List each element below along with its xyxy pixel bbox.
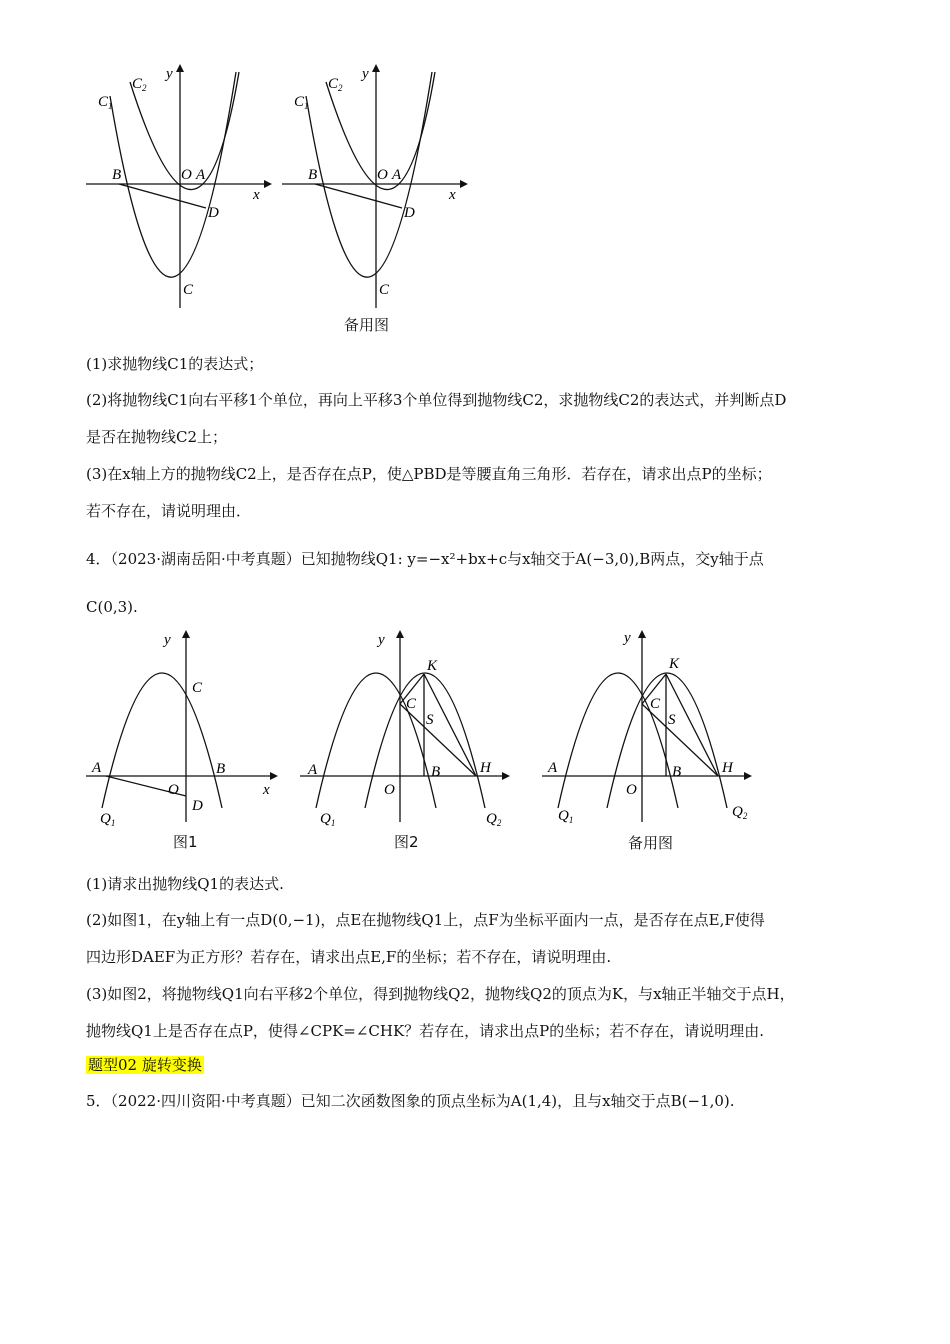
section-title: 题型02 旋转变换 [88,1056,202,1074]
svg-text:y: y [164,632,171,648]
svg-text:B: B [431,764,441,780]
svg-text:C1: $C_1$ [294,94,309,111]
svg-text:B: B [112,167,122,183]
q4-part1: (1)请求出抛物线Q1的表达式. [86,875,284,893]
svg-text:H: H [722,760,733,776]
svg-text:D: D [404,205,415,221]
q3-part1-text: (1)求抛物线C1的表达式； [86,355,264,373]
svg-text:y: y [362,66,369,82]
svg-text:Q1: $Q_1$ [320,811,336,828]
svg-text:y: y [378,632,385,648]
svg-text:Q2: $Q_2$ [732,804,748,821]
svg-text:C: C [650,696,661,712]
svg-text:Q1: $Q_1$ [100,811,116,828]
svg-text:O: O [384,782,395,798]
svg-text:D: D [208,205,219,221]
svg-text:C: C [192,680,203,696]
svg-text:H: H [480,760,491,776]
svg-text:D: D [192,798,203,814]
svg-text:S: S [668,712,676,728]
svg-text:S: S [426,712,434,728]
svg-text:C2: $C_2$ [132,76,147,93]
figure-caption: 图2 [394,833,419,851]
svg-text:O: O [377,167,388,183]
svg-text:y: y [624,630,631,646]
svg-text:y: y [166,66,173,82]
figure-q4-1 [86,626,282,832]
q5-stem: 5．（2022·四川资阳·中考真题）已知二次函数图象的顶点坐标为A(1,4)，且与x轴交于点B(−1,0). [86,1092,735,1110]
svg-text:C1: $C_1$ [98,94,113,111]
q3-part2-line2: 是否在抛物线C2上； [86,428,228,446]
svg-text:A: A [392,167,402,183]
svg-text:O: O [181,167,192,183]
svg-text:C2: $C_2$ [328,76,343,93]
svg-text:C: C [183,282,194,298]
figure-caption: 备用图 [628,834,674,852]
q3-part3-line2: 若不存在，请说明理由． [86,502,252,520]
figure-q3-backup [282,62,472,314]
svg-text:x: x [449,187,456,203]
figure-q4-2 [300,626,514,832]
svg-text:B: B [308,167,318,183]
svg-text:K: K [427,658,438,674]
figure-caption: 图1 [173,833,198,851]
svg-text:C: C [406,696,417,712]
figure-caption: 备用图 [344,316,390,334]
q3-part2-line1: (2)将抛物线C1向右平移1个单位，再向上平移3个单位得到抛物线C2，求抛物线C2的表达式，并判断点D [86,391,787,409]
svg-text:Q2: $Q_2$ [486,811,502,828]
q4-part3-line1: (3)如图2，将抛物线Q1向右平移2个单位，得到抛物线Q2，抛物线Q2的顶点为K，与x轴正半轴交于点H， [86,985,795,1003]
svg-text:x: x [263,782,270,798]
svg-text:A: A [92,760,102,776]
svg-text:A: A [548,760,558,776]
svg-text:B: B [672,764,682,780]
svg-text:x: x [253,187,260,203]
q4-part2-line2: 四边形DAEF为正方形？若存在，请求出点E,F的坐标；若不存在，请说明理由. [86,948,612,966]
q4-part2-line1: (2)如图1，在y轴上有一点D(0,−1)，点E在抛物线Q1上，点F为坐标平面内一点，是否存在点E,F使得 [86,911,765,929]
svg-text:O: O [168,782,179,798]
svg-text:O: O [626,782,637,798]
q3-part3-line1: (3)在x轴上方的抛物线C2上，是否存在点P，使△PBD是等腰直角三角形．若存在，请求出点P的坐标； [86,465,772,483]
q4-part3-line2: 抛物线Q1上是否存在点P，使得∠CPK=∠CHK？若存在，请求出点P的坐标；若不存在，请说明理由. [86,1022,765,1040]
q4-stem-line1: 4．（2023·湖南岳阳·中考真题）已知抛物线Q1: y=−x²+bx+c与x轴交于A(−3,0),B两点，交y轴于点 [86,550,764,568]
figure-q4-backup [542,626,756,832]
svg-text:Q1: $Q_1$ [558,808,574,825]
svg-text:C: C [379,282,390,298]
section-heading [86,1054,204,1075]
q4-stem-line2: C(0,3). [86,598,138,616]
figure-q3-main [86,62,276,314]
svg-text:A: A [196,167,206,183]
q3-part1 [86,353,263,374]
svg-text:B: B [216,761,226,777]
svg-text:A: A [308,762,318,778]
svg-text:K: K [669,656,680,672]
